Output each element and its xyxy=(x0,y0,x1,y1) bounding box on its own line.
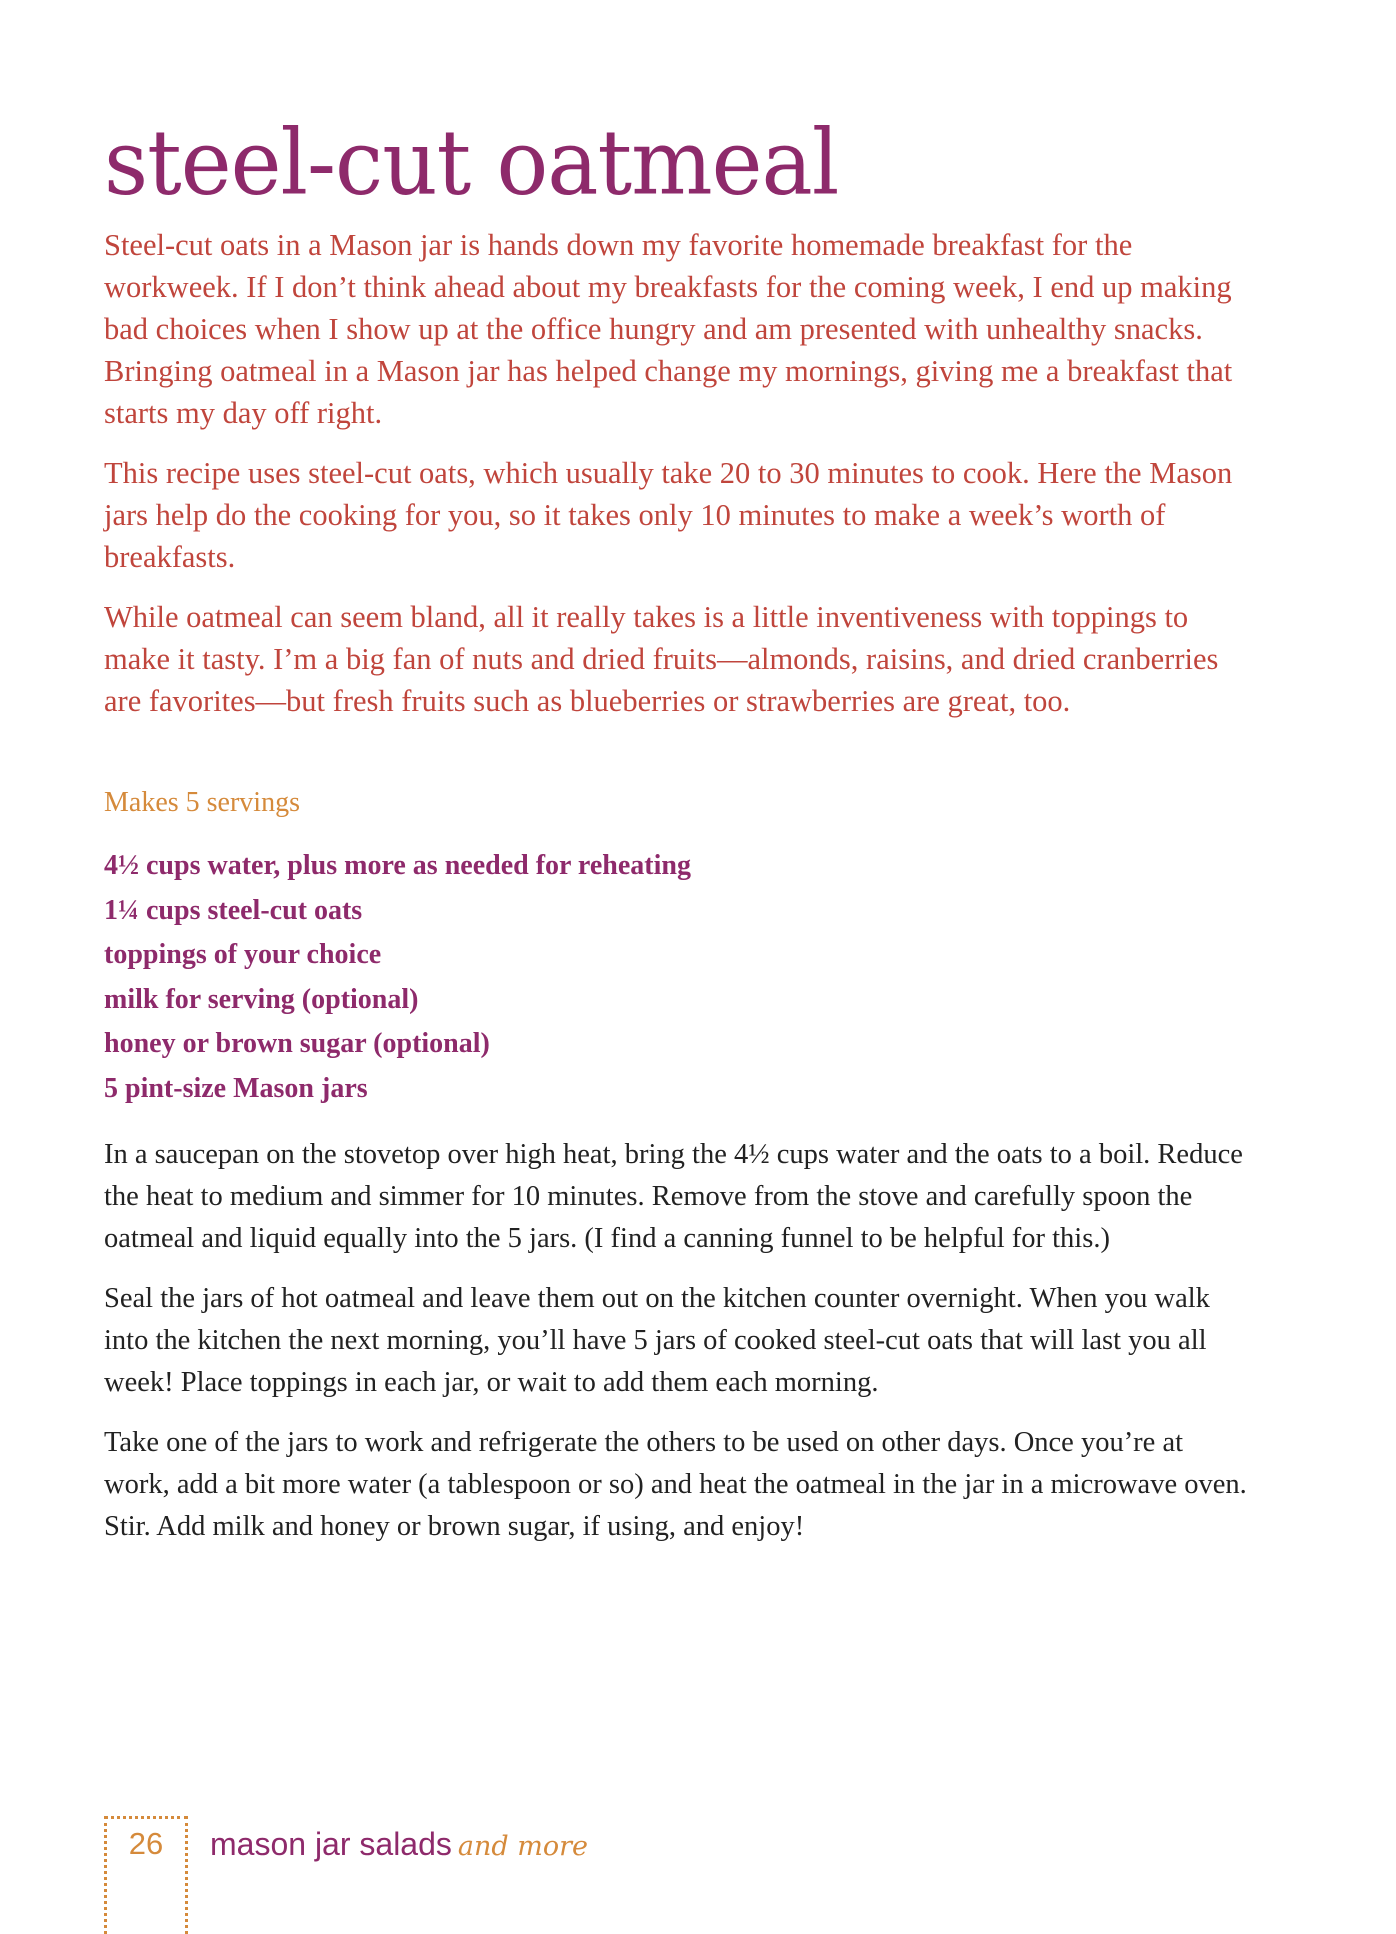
recipe-intro xyxy=(104,224,1244,740)
book-title: mason jar salads xyxy=(210,1826,452,1862)
intro-paragraph-2: This recipe uses steel-cut oats, which usually take 20 to 30 minutes to cook. Here the Mason jars help do the cooking for you, so it takes only 10 minutes to make a week’s worth of breakfasts. xyxy=(104,456,1233,574)
method-step-1: In a saucepan on the stovetop over high heat, bring the 4½ cups water and the oats to a boil. Reduce the heat to medium and simmer for 10 minutes. Remove from the stove and carefully spoon the oatmeal and liquid equally into the 5 jars. (I find a canning funnel to be helpful for this.) xyxy=(104,1139,1243,1254)
ingredient-item: 5 pint-size Mason jars xyxy=(104,1072,368,1104)
ingredient-list xyxy=(104,844,691,1112)
ingredient-item: toppings of your choice xyxy=(104,939,382,971)
method-step-3: Take one of the jars to work and refrigerate the others to be used on other days. Once you’re at work, add a bit more water (a tablespoon or so) and heat the oatmeal in the jar in a microwave oven. Stir. Add milk and honey or brown sugar, if using, and enjoy! xyxy=(104,1427,1247,1542)
servings-yield: Makes 5 servings xyxy=(104,787,300,818)
book-title-script: and more xyxy=(457,1831,588,1862)
intro-paragraph-3: While oatmeal can seem bland, all it really takes is a little inventiveness with toppings to make it tasty. I’m a big fan of nuts and dried fruits—almonds, raisins, and dried cranberries are favorites—but fresh fruits such as blueberries or strawberries are great, too. xyxy=(104,600,1219,718)
ingredient-item: 4½ cups water, plus more as needed for reheating xyxy=(104,850,691,881)
page-number: 26 xyxy=(128,1826,164,1861)
recipe-method xyxy=(104,1134,1254,1566)
ingredient-item: milk for serving (optional) xyxy=(104,983,419,1015)
intro-paragraph-1: Steel-cut oats in a Mason jar is hands down my favorite homemade breakfast for the workweek. If I don’t think ahead about my breakfasts for the coming week, I end up making bad choices when I show up at the office hungry and am presented with unhealthy snacks. Bringing oatmeal in a Mason jar has helped change my mornings, giving me a breakfast that starts my day off right. xyxy=(104,228,1233,430)
method-step-2: Seal the jars of hot oatmeal and leave them out on the kitchen counter overnight. When you walk into the kitchen the next morning, you’ll have 5 jars of cooked steel-cut oats that will last you all week! Place toppings in each jar, or wait to add them each morning. xyxy=(104,1283,1210,1398)
running-footer xyxy=(210,1822,588,1869)
ingredient-item: honey or brown sugar (optional) xyxy=(104,1028,490,1060)
recipe-title: steel-cut oatmeal xyxy=(104,110,839,216)
ingredient-item: 1¼ cups steel-cut oats xyxy=(104,894,363,926)
